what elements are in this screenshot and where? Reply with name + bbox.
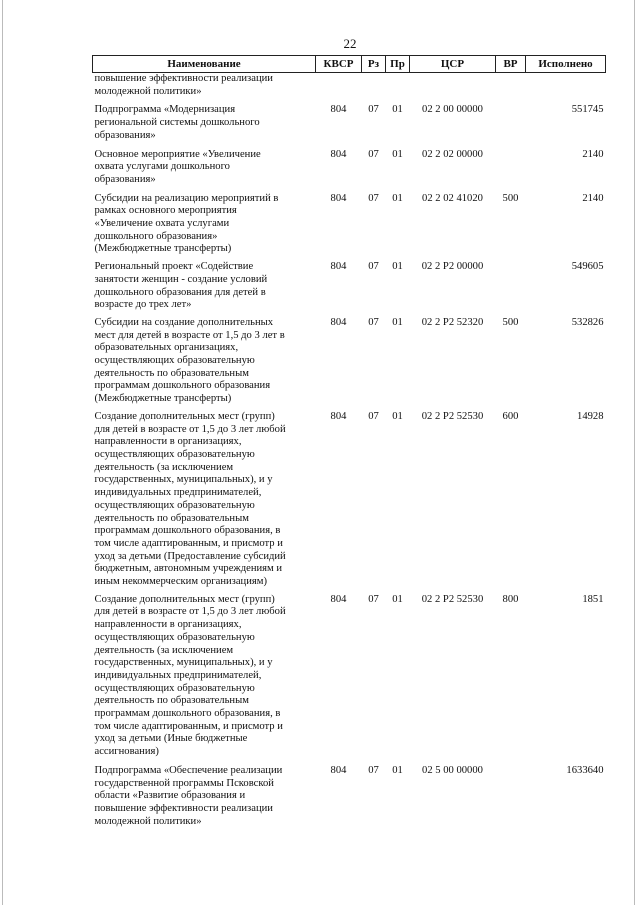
cell-rz: 07 bbox=[368, 316, 379, 328]
page-number: 22 bbox=[343, 36, 357, 51]
cell-kvsr: 804 bbox=[330, 104, 347, 116]
table-row bbox=[93, 188, 606, 258]
header-rz: Рз bbox=[362, 56, 386, 73]
cell-name: Региональный проект «Содействие занятости женщин - создание условий дошкольного образования для детей в возрасте до трех лет» bbox=[94, 261, 268, 311]
cell-pr: 01 bbox=[392, 316, 403, 328]
cell-csr: 02 2 P2 00000 bbox=[421, 261, 484, 273]
cell-done: 549605 bbox=[571, 261, 604, 273]
cell-csr: 02 2 02 41020 bbox=[422, 192, 483, 204]
cell-vr bbox=[496, 99, 526, 143]
cell-vr: 600 bbox=[502, 410, 519, 422]
cell-done bbox=[526, 73, 606, 100]
cell-name: Основное мероприятие «Увеличение охвата услугами дошкольного образования» bbox=[94, 148, 261, 185]
cell-rz: 07 bbox=[368, 593, 379, 605]
table-row bbox=[93, 99, 606, 143]
table-row bbox=[93, 760, 606, 830]
cell-done: 2140 bbox=[582, 148, 604, 160]
table-row bbox=[93, 144, 606, 188]
table-row bbox=[93, 257, 606, 313]
table-row bbox=[93, 407, 606, 590]
cell-pr: 01 bbox=[392, 192, 403, 204]
left-scan-edge bbox=[2, 0, 3, 905]
header-pr: Пр bbox=[386, 56, 410, 73]
cell-done: 2140 bbox=[582, 192, 604, 204]
cell-done: 532826 bbox=[571, 316, 604, 328]
header-name: Наименование bbox=[93, 56, 316, 73]
cell-name: Подпрограмма «Обеспечение реализации государственной программы Псковской области «Развитие образования и повышение эффективности реализации молодежной политики» bbox=[94, 764, 283, 827]
cell-csr: 02 2 00 00000 bbox=[422, 104, 483, 116]
cell-vr bbox=[496, 73, 526, 100]
right-scan-edge bbox=[634, 0, 635, 905]
cell-vr: 800 bbox=[502, 593, 519, 605]
cell-rz: 07 bbox=[368, 764, 379, 776]
cell-name: повышение эффективности реализации молодежной политики» bbox=[94, 73, 273, 97]
cell-pr: 01 bbox=[392, 593, 403, 605]
cell-kvsr bbox=[316, 73, 362, 100]
cell-pr bbox=[386, 73, 410, 100]
table-row bbox=[93, 73, 606, 100]
cell-done: 14928 bbox=[577, 410, 604, 422]
cell-csr: 02 2 P2 52320 bbox=[421, 316, 484, 328]
cell-pr: 01 bbox=[392, 410, 403, 422]
cell-vr: 500 bbox=[502, 316, 519, 328]
cell-vr: 500 bbox=[502, 192, 519, 204]
header-vr: ВР bbox=[496, 56, 526, 73]
cell-csr bbox=[410, 73, 496, 100]
cell-rz: 07 bbox=[368, 148, 379, 160]
cell-csr: 02 2 02 00000 bbox=[422, 148, 483, 160]
header-kvsr: КВСР bbox=[316, 56, 362, 73]
cell-kvsr: 804 bbox=[330, 316, 347, 328]
table-row bbox=[93, 313, 606, 407]
cell-kvsr: 804 bbox=[330, 410, 347, 422]
cell-name: Создание дополнительных мест (групп) для детей в возрасте от 1,5 до 3 лет любой направленности в организациях, осуществляющих образовательную деятельность (за исключением государственных, муниципальных), и у индивидуальных предпринимателей, осуществляющих образовательную деятельность по образовательным программам дошкольного образования, в том числе адаптированным, и присмотр и уход за детьми (Иные бюджетные ассигнования) bbox=[94, 593, 286, 758]
cell-vr bbox=[496, 257, 526, 313]
cell-kvsr: 804 bbox=[330, 261, 347, 273]
header-csr: ЦСР bbox=[410, 56, 496, 73]
cell-kvsr: 804 bbox=[330, 192, 347, 204]
cell-vr bbox=[496, 144, 526, 188]
cell-pr: 01 bbox=[392, 104, 403, 116]
table-header-row bbox=[93, 56, 606, 73]
cell-name: Создание дополнительных мест (групп) для детей в возрасте от 1,5 до 3 лет любой направленности в организациях, осуществляющих образовательную деятельность (за исключением государственных, муниципальных), и у индивидуальных предпринимателей, осуществляющих образовательную деятельность по образовательным программам дошкольного образования, в том числе адаптированным, и присмотр и уход за детьми (Предоставление субсидий бюджетным, автономным учреждениям и иным некоммерческим организациям) bbox=[94, 410, 286, 588]
cell-rz: 07 bbox=[368, 104, 379, 116]
cell-kvsr: 804 bbox=[330, 593, 347, 605]
table-row bbox=[93, 590, 606, 760]
cell-done: 551745 bbox=[571, 104, 604, 116]
cell-kvsr: 804 bbox=[330, 148, 347, 160]
header-done: Исполнено bbox=[526, 56, 606, 73]
cell-name: Подпрограмма «Модернизация региональной системы дошкольного образования» bbox=[94, 104, 260, 141]
cell-rz bbox=[362, 73, 386, 100]
cell-csr: 02 2 P2 52530 bbox=[421, 593, 484, 605]
cell-rz: 07 bbox=[368, 261, 379, 273]
cell-rz: 07 bbox=[368, 410, 379, 422]
cell-vr bbox=[496, 760, 526, 830]
cell-name: Субсидии на создание дополнительных мест для детей в возрасте от 1,5 до 3 лет в образовательных организациях, осуществляющих образовательную деятельность по образовательным программам дошкольного образования (Межбюджетные трансферты) bbox=[94, 316, 285, 405]
cell-pr: 01 bbox=[392, 764, 403, 776]
cell-csr: 02 5 00 00000 bbox=[422, 764, 483, 776]
cell-rz: 07 bbox=[368, 192, 379, 204]
cell-pr: 01 bbox=[392, 261, 403, 273]
cell-kvsr: 804 bbox=[330, 764, 347, 776]
cell-done: 1851 bbox=[582, 593, 604, 605]
cell-csr: 02 2 P2 52530 bbox=[421, 410, 484, 422]
budget-table bbox=[92, 55, 606, 829]
cell-done: 1633640 bbox=[566, 764, 604, 776]
cell-name: Субсидии на реализацию мероприятий в рамках основного мероприятия «Увеличение охвата услугами дошкольного образования» (Межбюджетные трансферты) bbox=[94, 192, 279, 255]
cell-pr: 01 bbox=[392, 148, 403, 160]
